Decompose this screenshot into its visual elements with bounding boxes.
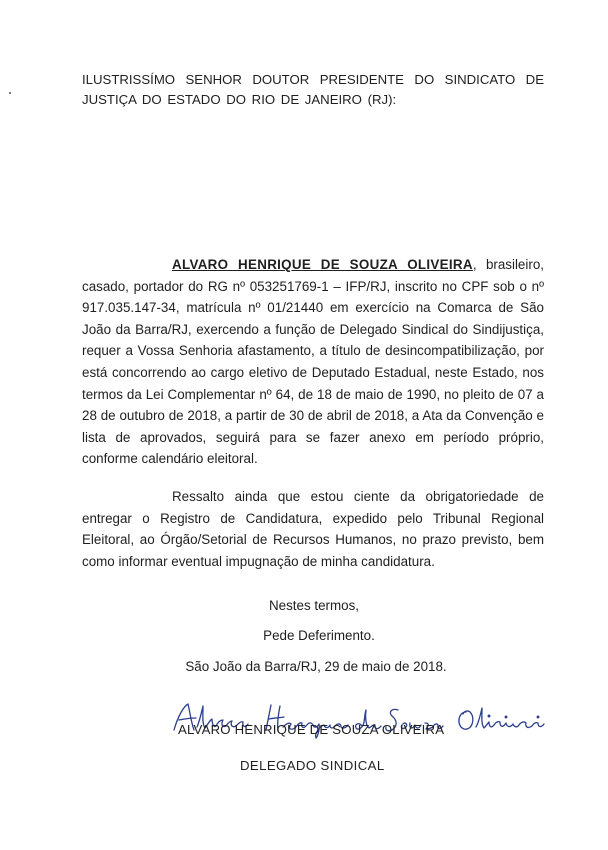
paragraph-request-text: , brasileiro, casado, portador do RG nº 053251769-1 – IFP/RJ, inscrito no CPF sob o nº 917.035.147-34, matrícula nº 01/21440 em exercício na Comarca de São João da Barra/RJ, exercendo a função de Delegado Sindical do Sindijustiça, requer a Vossa Senhoria afastamento, a título de desincompatibilização, por está concorrendo ao cargo eletivo de Deputado Estadual, neste Estado, nos termos da Lei Complementar nº 64, de 18 de maio de 1990, no pleito de 07 a 28 de outubro de 2018, a partir de 30 de abril de 2018, a Ata da Convenção e lista de aprovados, seguirá para se fazer anexo em período próprio, conforme calendário eleitoral. (82, 257, 544, 467)
addressee-line-1: ILUSTRISSÍMO SENHOR DOUTOR PRESIDENTE DO SINDICATO DE (82, 72, 544, 87)
scan-speck (9, 92, 11, 94)
signatory-role: DELEGADO SINDICAL (240, 758, 385, 773)
closing-request: Pede Deferimento. (263, 628, 375, 643)
addressee-block (82, 70, 544, 110)
applicant-name: ALVARO HENRIQUE DE SOUZA OLIVEIRA (172, 257, 473, 272)
letter-body (82, 254, 544, 572)
paragraph-request (82, 254, 544, 470)
signatory-name: ALVARO HENRIQUE DE SOUZA OLIVEIRA (178, 722, 445, 737)
paragraph-acknowledgement: Ressalto ainda que estou ciente da obrigatoriedade de entregar o Registro de Candidatura, expedido pelo Tribunal Regional Eleitoral, ao Órgão/Setorial de Recursos Humanos, no prazo previsto, bem como informar eventual impugnação de minha candidatura. (82, 488, 544, 569)
closing-terms: Nestes termos, (268, 598, 360, 613)
addressee-line-2: JUSTIÇA DO ESTADO DO RIO DE JANEIRO (RJ): (82, 92, 397, 107)
place-date: São João da Barra/RJ, 29 de maio de 2018. (185, 659, 447, 674)
